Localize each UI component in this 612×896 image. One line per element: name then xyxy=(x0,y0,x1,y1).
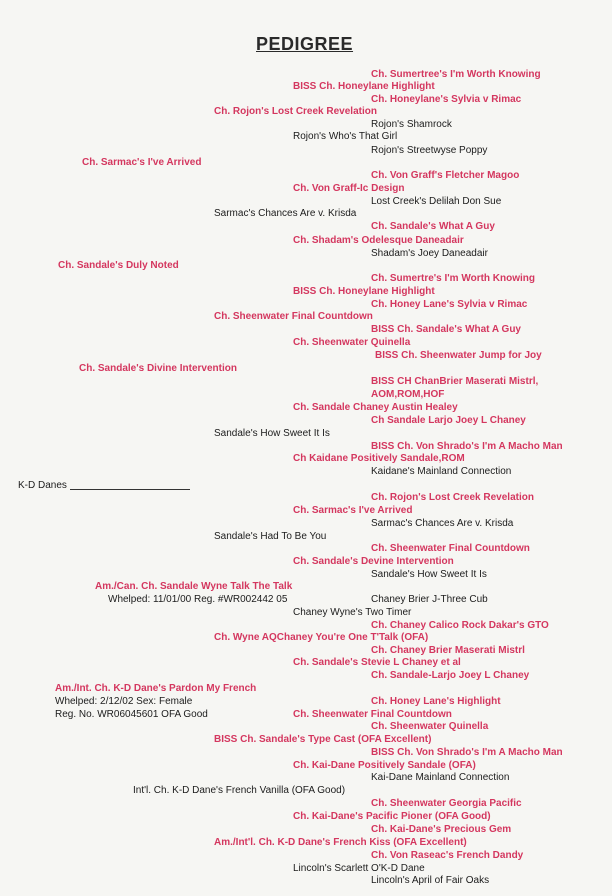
ancestor-titled-name: Ch. Von Graff's Fletcher Magoo xyxy=(371,170,520,181)
ancestor-titled-name: BISS Ch. Sandale's Type Cast (OFA Excellent) xyxy=(214,734,432,745)
ancestor-titled-name: Ch. Chaney Brier Maserati Mistrl xyxy=(371,645,525,656)
ancestor-titled-name: Ch. Rojon's Lost Creek Revelation xyxy=(371,492,534,503)
ancestor-name: Shadam's Joey Daneadair xyxy=(371,248,488,259)
ancestor-titled-name: Am./Can. Ch. Sandale Wyne Talk The Talk xyxy=(95,581,293,592)
kd-danes-underline xyxy=(70,489,190,490)
ancestor-name: Kai-Dane Mainland Connection xyxy=(371,772,510,783)
ancestor-titled-name: Ch. Kai-Dane's Pacific Pioner (OFA Good) xyxy=(293,811,491,822)
page-title: PEDIGREE xyxy=(256,34,354,54)
ancestor-name: Int'l. Ch. K-D Dane's French Vanilla (OFA Good) xyxy=(133,785,346,796)
ancestor-name: Sandale's How Sweet It Is xyxy=(371,569,487,580)
ancestor-titled-name: BISS Ch. Honeylane Highlight xyxy=(293,81,435,92)
ancestor-titled-name: Ch. Honey Lane's Highlight xyxy=(371,696,501,707)
ancestor-titled-name: Ch. Wyne AQChaney You're One T'Talk (OFA) xyxy=(214,632,429,643)
ancestor-titled-name: Ch. Sumertre's I'm Worth Knowing xyxy=(371,273,536,284)
ancestor-titled-name: Ch. Sheenwater Final Countdown xyxy=(214,311,373,322)
ancestor-name: Lost Creek's Delilah Don Sue xyxy=(371,196,502,207)
ancestor-titled-name: Ch. Honeylane's Sylvia v Rimac xyxy=(371,94,522,105)
ancestor-titled-name: Ch. Sandale's What A Guy xyxy=(371,221,495,232)
ancestor-titled-name: Ch. Rojon's Lost Creek Revelation xyxy=(214,106,377,117)
ancestor-name: Chaney Brier J-Three Cub xyxy=(371,594,488,605)
ancestor-titled-name: Ch. Chaney Calico Rock Dakar's GTO xyxy=(371,620,549,631)
ancestor-titled-name: Ch Kaidane Positively Sandale,ROM xyxy=(293,453,465,464)
ancestor-titled-name: Ch. Sheenwater Quinella xyxy=(371,721,489,732)
ancestor-titled-name: Ch. Kai-Dane Positively Sandale (OFA) xyxy=(293,760,476,771)
ancestor-name: Sandale's Had To Be You xyxy=(214,531,327,542)
ancestor-titled-name: Ch. Von Graff-Ic Design xyxy=(293,183,405,194)
ancestor-titled-name: BISS Ch. Sandale's What A Guy xyxy=(371,324,521,335)
ancestor-titled-name: Ch. Sandale's Stevie L Chaney et al xyxy=(293,657,461,668)
ancestor-titled-name: Ch. Sheenwater Georgia Pacific xyxy=(371,798,522,809)
ancestor-name: Sandale's How Sweet It Is xyxy=(214,428,330,439)
ancestor-titled-name: Ch. Sandale's Duly Noted xyxy=(58,260,179,271)
ancestor-titled-name: Ch. Sheenwater Final Countdown xyxy=(293,709,452,720)
ancestor-titled-name: Ch. Sandale Chaney Austin Healey xyxy=(293,402,458,413)
ancestor-name: Lincoln's April of Fair Oaks xyxy=(371,875,490,886)
ancestor-name: Lincoln's Scarlett O'K-D Dane xyxy=(293,863,425,874)
ancestor-titled-name: Ch. Sheenwater Quinella xyxy=(293,337,411,348)
ancestor-name: K-D Danes xyxy=(18,480,67,491)
ancestor-titled-name: Am./Int. Ch. K-D Dane's Pardon My French xyxy=(55,683,257,694)
ancestor-name: Rojon's Who's That Girl xyxy=(293,131,398,142)
ancestor-name: Whelped: 11/01/00 Reg. #WR002442 05 xyxy=(108,594,288,605)
ancestor-titled-name: Ch. Sheenwater Final Countdown xyxy=(371,543,530,554)
ancestor-titled-name: Ch. Shadam's Odelesque Daneadair xyxy=(293,235,464,246)
ancestor-name: Sarmac's Chances Are v. Krisda xyxy=(371,518,514,529)
ancestor-titled-name: Ch Sandale Larjo Joey L Chaney xyxy=(371,415,526,426)
ancestor-titled-name: Ch. Sarmac's I've Arrived xyxy=(293,505,413,516)
ancestor-name: Reg. No. WR06045601 OFA Good xyxy=(55,709,208,720)
ancestor-titled-name: Ch. Honey Lane's Sylvia v Rimac xyxy=(371,299,528,310)
ancestor-titled-name: Ch. Sandale's Devine Intervention xyxy=(293,556,454,567)
ancestor-name: Sarmac's Chances Are v. Krisda xyxy=(214,208,357,219)
ancestor-titled-name: Am./Int'l. Ch. K-D Dane's French Kiss (OFA Excellent) xyxy=(214,837,467,848)
ancestor-name: Whelped: 2/12/02 Sex: Female xyxy=(55,696,193,707)
ancestor-titled-name: Ch. Sandale-Larjo Joey L Chaney xyxy=(371,670,530,681)
ancestor-name: Rojon's Shamrock xyxy=(371,119,452,130)
ancestor-titled-name: Ch. Sumertree's I'm Worth Knowing xyxy=(371,69,541,80)
ancestor-titled-name: Ch. Sarmac's I've Arrived xyxy=(82,157,202,168)
ancestor-titled-name: BISS Ch. Honeylane Highlight xyxy=(293,286,435,297)
ancestor-titled-name: BISS Ch. Von Shrado's I'm A Macho Man xyxy=(371,441,563,452)
ancestor-titled-name: Ch. Sandale's Divine Intervention xyxy=(79,363,237,374)
ancestor-titled-name: Ch. Kai-Dane's Precious Gem xyxy=(371,824,512,835)
ancestor-name: Chaney Wyne's Two Timer xyxy=(293,607,412,618)
ancestor-titled-name: AOM,ROM,HOF xyxy=(371,389,445,400)
ancestor-name: Rojon's Streetwyse Poppy xyxy=(371,145,488,156)
ancestor-titled-name: BISS Ch. Von Shrado's I'm A Macho Man xyxy=(371,747,563,758)
ancestor-titled-name: BISS CH ChanBrier Maserati Mistrl, xyxy=(371,376,539,387)
ancestor-titled-name: BISS Ch. Sheenwater Jump for Joy xyxy=(375,350,542,361)
ancestor-titled-name: Ch. Von Raseac's French Dandy xyxy=(371,850,524,861)
ancestor-name: Kaidane's Mainland Connection xyxy=(371,466,512,477)
